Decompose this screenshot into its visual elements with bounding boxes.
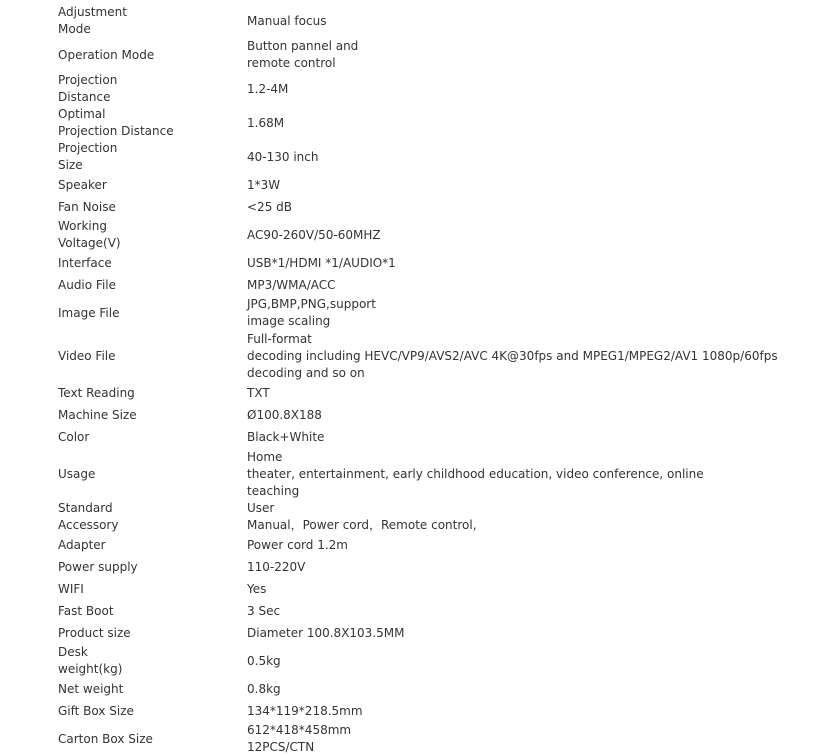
spec-row: [58, 4, 828, 38]
spec-label: Adjustment Mode: [58, 5, 127, 36]
spec-row: [58, 404, 828, 426]
spec-label: Projection Size: [58, 141, 118, 172]
spec-table: [58, 4, 828, 756]
spec-value: Button pannel and remote control: [247, 39, 359, 70]
spec-value: MP3/WMA/ACC: [247, 277, 336, 292]
spec-row: [58, 218, 828, 252]
spec-value: USB*1/HDMI *1/AUDIO*1: [247, 255, 396, 270]
spec-label: Standard Accessory: [58, 501, 119, 532]
spec-label: Operation Mode: [58, 47, 155, 62]
spec-row: [58, 382, 828, 404]
spec-label: Audio File: [58, 277, 117, 292]
spec-value: Home theater, entertainment, early childhood education, video conference, online teaching: [247, 449, 704, 498]
spec-label: Text Reading: [58, 385, 135, 400]
spec-row: [58, 274, 828, 296]
spec-row: [58, 72, 828, 106]
spec-row: [58, 600, 828, 622]
spec-row: [58, 644, 828, 678]
spec-value: <25 dB: [247, 199, 292, 214]
spec-label: Fast Boot: [58, 603, 114, 618]
spec-row: [58, 448, 828, 500]
spec-value: Full-format decoding including HEVC/VP9/AVS2/AVC 4K@30fps and MPEG1/MPEG2/AV1 1080p/60fps decoding and so on: [247, 331, 778, 380]
spec-label: Interface: [58, 255, 112, 270]
spec-label: Desk weight(kg): [58, 645, 123, 676]
spec-value: Yes: [247, 581, 267, 596]
spec-value: Ø100.8X188: [247, 407, 322, 422]
spec-row: [58, 196, 828, 218]
spec-row: [58, 296, 828, 330]
spec-label: WIFI: [58, 581, 84, 596]
spec-label: Working Voltage(V): [58, 219, 121, 250]
spec-label: Fan Noise: [58, 199, 116, 214]
spec-value: TXT: [247, 385, 270, 400]
spec-value: 134*119*218.5mm: [247, 703, 363, 718]
spec-row: [58, 578, 828, 600]
spec-row: [58, 556, 828, 578]
spec-value: 1.68M: [247, 115, 285, 130]
spec-label: Net weight: [58, 681, 124, 696]
spec-label: Carton Box Size: [58, 731, 153, 746]
spec-row: [58, 330, 828, 382]
spec-label: Usage: [58, 466, 96, 481]
spec-label: Power supply: [58, 559, 138, 574]
spec-value: Diameter 100.8X103.5MM: [247, 625, 405, 640]
spec-label: Adapter: [58, 537, 106, 552]
spec-row: [58, 678, 828, 700]
spec-row: [58, 140, 828, 174]
spec-label: Optimal Projection Distance: [58, 107, 174, 138]
spec-value: AC90-260V/50-60MHZ: [247, 227, 381, 242]
spec-label: Projection Distance: [58, 73, 118, 104]
spec-value: 1.2-4M: [247, 81, 289, 96]
spec-label: Image File: [58, 305, 120, 320]
spec-row: [58, 426, 828, 448]
spec-value: 3 Sec: [247, 603, 281, 618]
spec-value: 1*3W: [247, 177, 281, 192]
spec-row: [58, 700, 828, 722]
spec-value: User Manual，Power cord，Remote control,: [247, 501, 477, 532]
spec-label: Color: [58, 429, 90, 444]
spec-row: [58, 174, 828, 196]
spec-label: Gift Box Size: [58, 703, 134, 718]
spec-value: 40-130 inch: [247, 149, 319, 164]
spec-row: [58, 38, 828, 72]
spec-value: 612*418*458mm 12PCS/CTN: [247, 723, 352, 754]
spec-row: [58, 534, 828, 556]
spec-value: JPG,BMP,PNG,support image scaling: [247, 297, 376, 328]
spec-value: 0.5kg: [247, 653, 281, 668]
spec-row: [58, 622, 828, 644]
spec-row: [58, 500, 828, 534]
spec-value: Black+White: [247, 429, 325, 444]
spec-value: 110-220V: [247, 559, 306, 574]
spec-label: Product size: [58, 625, 131, 640]
spec-label: Video File: [58, 348, 116, 363]
spec-value: Manual focus: [247, 13, 327, 28]
spec-value: 0.8kg: [247, 681, 281, 696]
spec-label: Speaker: [58, 177, 107, 192]
spec-row: [58, 106, 828, 140]
spec-row: [58, 252, 828, 274]
spec-value: Power cord 1.2m: [247, 537, 348, 552]
spec-label: Machine Size: [58, 407, 137, 422]
spec-row: [58, 722, 828, 756]
